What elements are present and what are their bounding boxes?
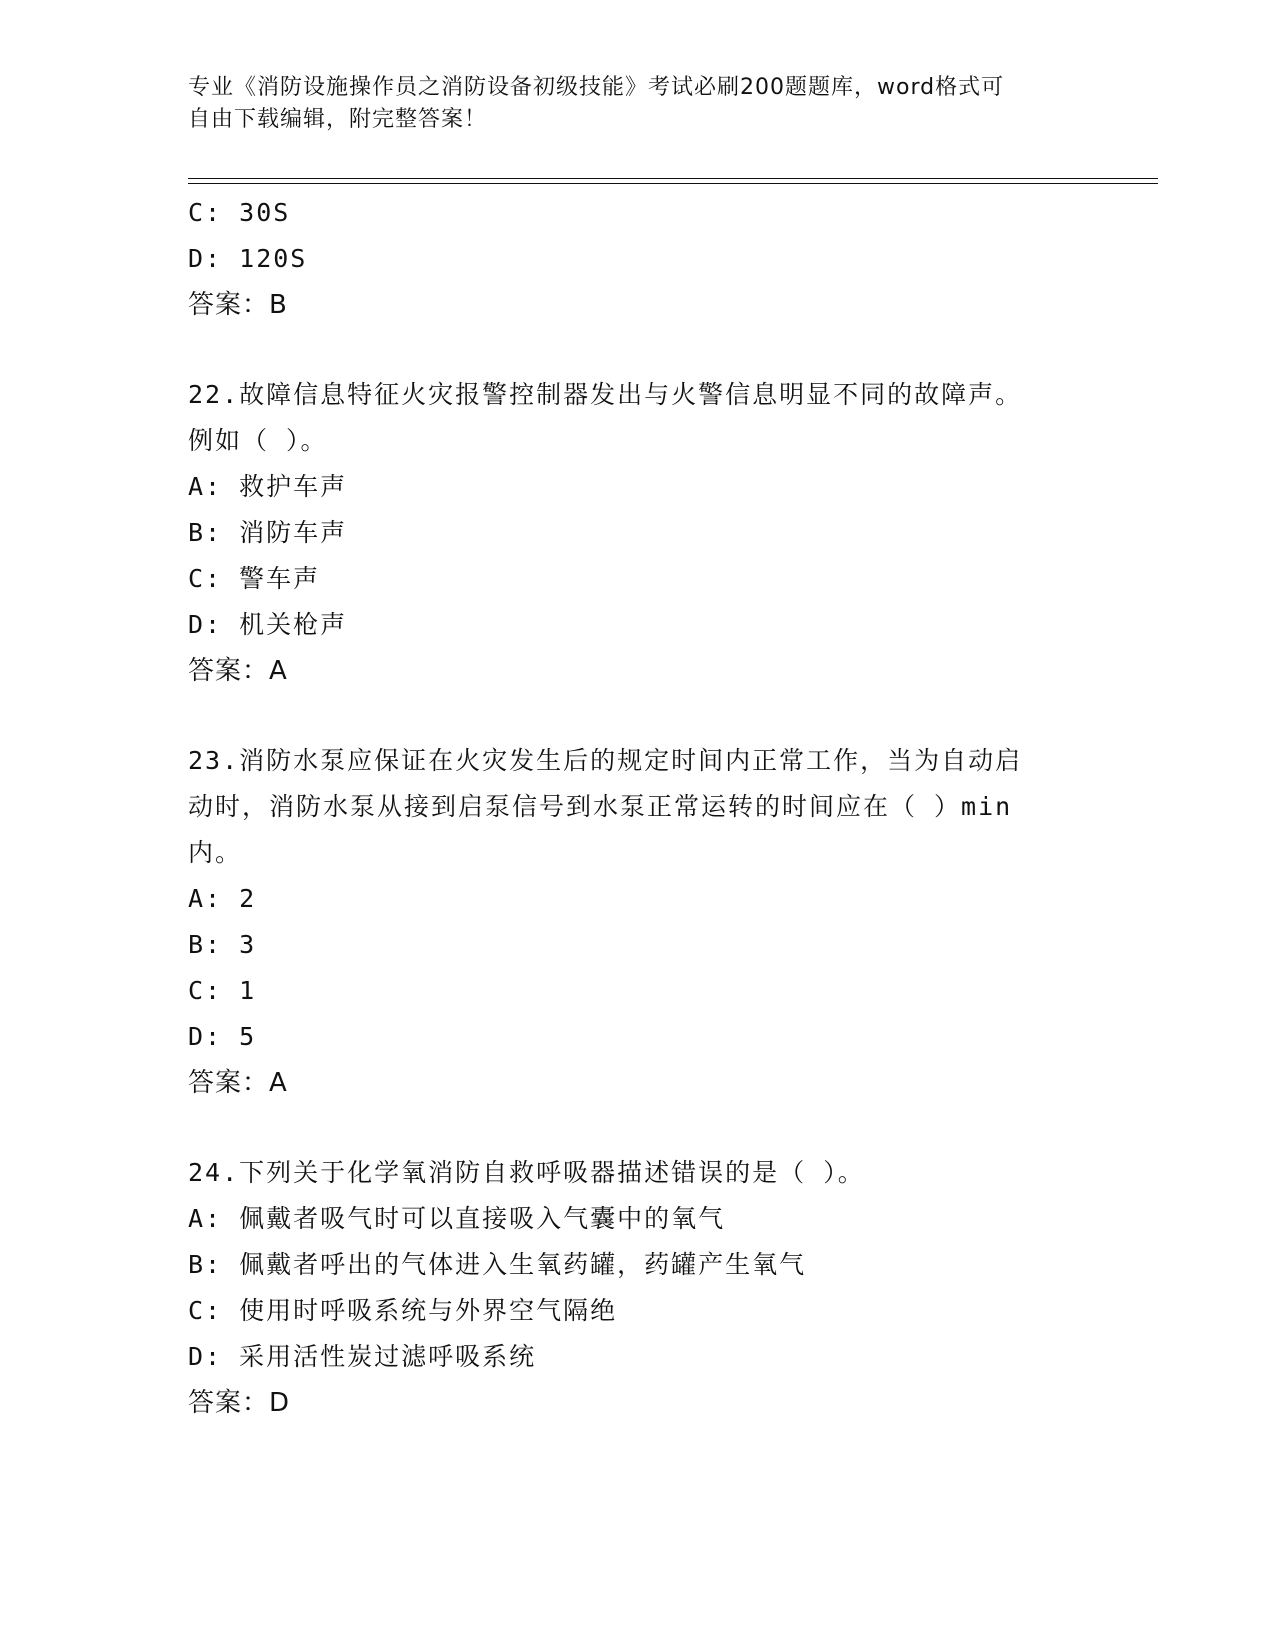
option-b: B: 3 [188, 930, 257, 959]
answer: 答案：B [188, 290, 288, 320]
question-stem: 22.故障信息特征火灾报警控制器发出与火警信息明显不同的故障声。 [188, 380, 1023, 409]
option-c: C: 警车声 [188, 564, 321, 593]
option-d: D: 120S [188, 244, 308, 273]
option-c: C: 30S [188, 198, 291, 227]
question-22 [188, 372, 1088, 694]
option-a: A: 2 [188, 884, 257, 913]
question-content [188, 190, 1088, 1426]
header-divider-bottom [188, 183, 1158, 184]
option-d: D: 5 [188, 1022, 257, 1051]
option-c: C: 使用时呼吸系统与外界空气隔绝 [188, 1296, 618, 1325]
option-b: B: 佩戴者呼出的气体进入生氧药罐，药罐产生氧气 [188, 1250, 807, 1279]
header-line-1: 专业《消防设施操作员之消防设备初级技能》考试必刷200题题库，word格式可 [188, 75, 1005, 100]
question-stem: 例如（ ）。 [188, 426, 328, 455]
question-stem: 内。 [188, 838, 243, 867]
question-stem: 23.消防水泵应保证在火灾发生后的规定时间内正常工作，当为自动启 [188, 746, 1023, 775]
question-23 [188, 738, 1088, 1106]
question-24 [188, 1150, 1088, 1426]
answer: 答案：A [188, 656, 288, 686]
option-d: D: 机关枪声 [188, 610, 348, 639]
header-line-2: 自由下载编辑，附完整答案！ [188, 107, 488, 132]
answer: 答案：A [188, 1068, 288, 1098]
option-a: A: 救护车声 [188, 472, 348, 501]
question-stem: 24.下列关于化学氧消防自救呼吸器描述错误的是（ ）。 [188, 1158, 865, 1187]
header-divider-top [188, 178, 1158, 179]
option-b: B: 消防车声 [188, 518, 348, 547]
option-a: A: 佩戴者吸气时可以直接吸入气囊中的氧气 [188, 1204, 726, 1233]
answer: 答案：D [188, 1388, 291, 1418]
partial-question [188, 190, 1088, 328]
page-header [188, 72, 1088, 136]
question-stem: 动时，消防水泵从接到启泵信号到水泵正常运转的时间应在（ ）min [188, 792, 1013, 821]
option-c: C: 1 [188, 976, 257, 1005]
option-d: D: 采用活性炭过滤呼吸系统 [188, 1342, 537, 1371]
